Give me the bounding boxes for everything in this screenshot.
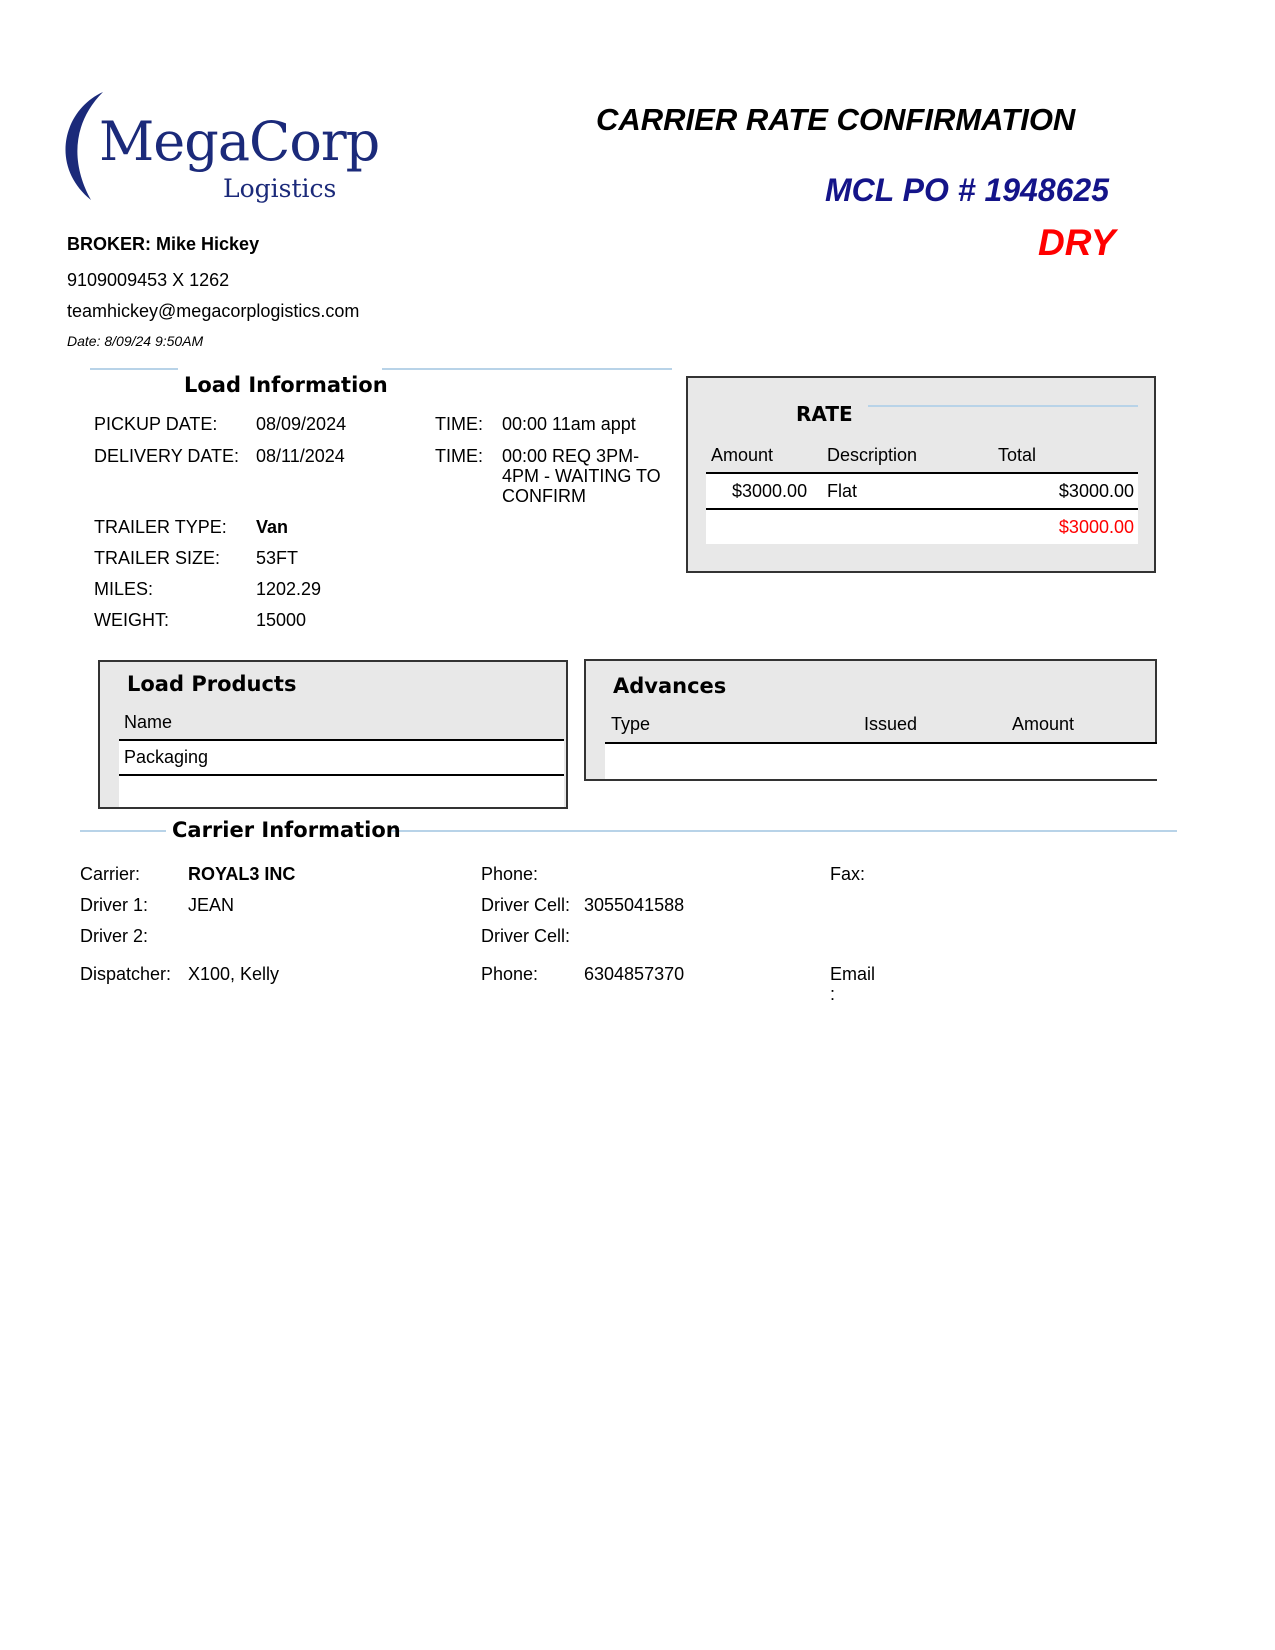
delivery-date-value: 08/11/2024 xyxy=(256,446,345,466)
section-rule xyxy=(390,830,1177,832)
po-number: MCL PO # 1948625 xyxy=(825,172,1110,208)
delivery-date-label: DELIVERY DATE: xyxy=(94,446,240,466)
broker-phone: 9109009453 X 1262 xyxy=(67,270,230,290)
broker-label: BROKER: xyxy=(67,234,151,254)
carrier-name: ROYAL3 INC xyxy=(188,864,296,884)
load-information-title: Load Information xyxy=(184,373,388,397)
driver1-name: JEAN xyxy=(188,895,235,915)
rate-title-rule xyxy=(868,405,1138,407)
driver2-label: Driver 2: xyxy=(80,926,149,946)
section-rule xyxy=(90,368,178,370)
rate-col-amount: Amount xyxy=(711,445,774,465)
rate-title: RATE xyxy=(796,402,853,426)
load-type-badge: DRY xyxy=(1038,222,1116,263)
driver1-cell-label: Driver Cell: xyxy=(481,895,571,915)
miles-label: MILES: xyxy=(94,579,154,599)
product-name: Packaging xyxy=(124,747,209,767)
advances-col-issued: Issued xyxy=(864,714,918,734)
trailer-size-label: TRAILER SIZE: xyxy=(94,548,221,568)
dispatcher-phone: 6304857370 xyxy=(584,964,685,984)
logo-wordmark: MegaCorp xyxy=(99,110,380,173)
driver1-label: Driver 1: xyxy=(80,895,149,915)
driver2-cell-label: Driver Cell: xyxy=(481,926,571,946)
advances-col-amount: Amount xyxy=(1012,714,1075,734)
pickup-date-label: PICKUP DATE: xyxy=(94,414,218,434)
broker-name: Mike Hickey xyxy=(156,234,260,254)
document-date: Date: 8/09/24 9:50AM xyxy=(67,333,204,349)
company-logo xyxy=(55,88,385,213)
table-row xyxy=(706,474,1138,508)
rate-row-description: Flat xyxy=(827,481,858,501)
section-rule xyxy=(80,830,166,832)
broker-line xyxy=(67,234,259,255)
rate-row-total: $3000.00 xyxy=(1058,481,1134,501)
driver1-cell: 3055041588 xyxy=(584,895,685,915)
table-row xyxy=(605,744,1157,779)
advances-title: Advances xyxy=(613,674,727,698)
dispatcher-email-label: Email xyxy=(830,964,876,984)
pickup-time-label: TIME: xyxy=(435,414,483,434)
dispatcher-phone-label: Phone: xyxy=(481,964,539,984)
dispatcher-label: Dispatcher: xyxy=(80,964,172,984)
weight-label: WEIGHT: xyxy=(94,610,169,630)
rate-total-row xyxy=(706,510,1138,544)
rate-col-description: Description xyxy=(827,445,918,465)
delivery-time-value xyxy=(502,446,661,506)
table-row xyxy=(119,741,564,774)
load-products-title: Load Products xyxy=(127,672,297,696)
trailer-size-value: 53FT xyxy=(256,548,299,568)
section-rule xyxy=(382,368,672,370)
table-row xyxy=(119,776,564,807)
weight-value: 15000 xyxy=(256,610,307,630)
trailer-type-value: Van xyxy=(256,517,289,537)
carrier-label: Carrier: xyxy=(80,864,141,884)
logo-subtitle: Logistics xyxy=(223,174,337,203)
rate-box xyxy=(686,376,1156,573)
carrier-information-title: Carrier Information xyxy=(172,818,401,842)
dispatcher-email-colon: : xyxy=(830,984,836,1004)
advances-box xyxy=(584,659,1157,781)
trailer-type-label: TRAILER TYPE: xyxy=(94,517,227,537)
document-title: CARRIER RATE CONFIRMATION xyxy=(596,102,1076,137)
pickup-time-value: 00:00 11am appt xyxy=(502,414,636,434)
load-products-box xyxy=(98,660,568,809)
rate-col-total: Total xyxy=(998,445,1037,465)
rate-row-amount: $3000.00 xyxy=(732,481,808,501)
delivery-time-line: 00:00 REQ 3PM- xyxy=(502,446,640,466)
delivery-time-label: TIME: xyxy=(435,446,483,466)
carrier-fax-label: Fax: xyxy=(830,864,866,884)
broker-email[interactable]: teamhickey@megacorplogistics.com xyxy=(67,301,360,321)
carrier-phone-label: Phone: xyxy=(481,864,539,884)
miles-value: 1202.29 xyxy=(256,579,322,599)
dispatcher-name: X100, Kelly xyxy=(188,964,280,984)
pickup-date-value: 08/09/2024 xyxy=(256,414,347,434)
products-col-name: Name xyxy=(124,712,173,732)
delivery-time-line: 4PM - WAITING TO xyxy=(502,466,661,486)
advances-col-type: Type xyxy=(611,714,651,734)
rate-grand-total: $3000.00 xyxy=(1058,517,1134,537)
delivery-time-line: CONFIRM xyxy=(502,486,586,506)
